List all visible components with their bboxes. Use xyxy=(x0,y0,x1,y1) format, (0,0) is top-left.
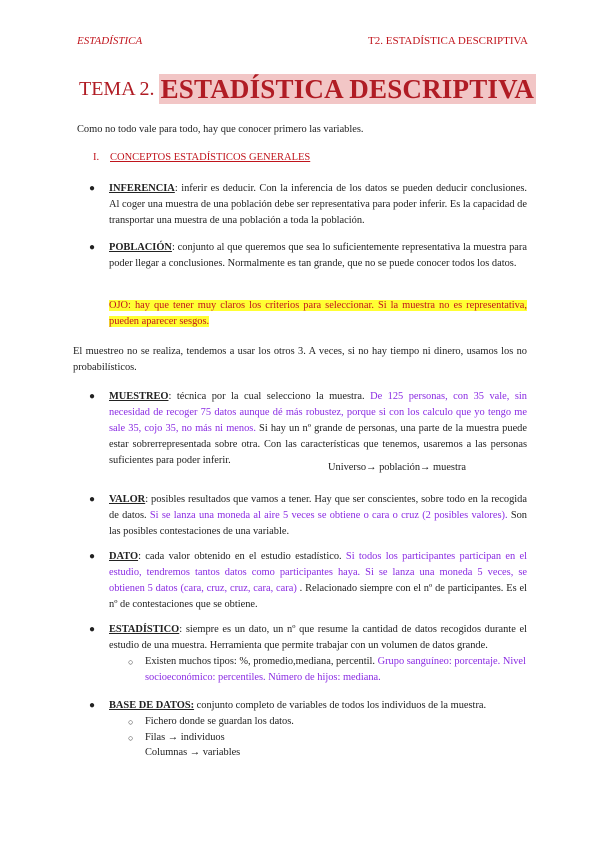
term-muestreo: MUESTREO xyxy=(109,391,169,402)
item-estadistico xyxy=(109,622,527,654)
muestreo-intro: El muestreo no se realiza, tendemos a usar los otros 3. A veces, si no hay tiempo ni dinero, usamos los no probabilísticos. xyxy=(73,346,527,373)
note-poblacion xyxy=(109,298,527,330)
section-number: I. xyxy=(93,152,100,163)
page-title xyxy=(79,74,536,105)
example-valor: Si se lanza una moneda al aire 5 veces se obtiene o cara o cruz (2 posibles valores). xyxy=(149,510,508,521)
sub-base-3: Columnas → variables xyxy=(145,747,241,758)
section-heading xyxy=(93,152,310,163)
bullet-icon: ● xyxy=(89,494,96,505)
header-subject: ESTADÍSTICA xyxy=(77,35,143,47)
example-dato: Si todos los participantes participan en el estudio, tendremos tantos datos como participantes haya. Si se lanza una moneda 5 veces, se obtienen 5 datos (cara, cruz, cruz, cara, cara) xyxy=(109,551,527,594)
title-prefix: TEMA 2. xyxy=(79,78,155,100)
sub-base-2: Filas → individuos xyxy=(145,732,225,743)
bullet-icon: ● xyxy=(89,551,96,562)
item-inferencia xyxy=(109,181,527,229)
sub-estadistico-text: Existen muchos tipos: %, promedio,mediana, percentil. xyxy=(145,656,378,667)
text-poblacion: : conjunto al que queremos que sea lo suficientemente representativa la muestra para poder llegar a conclusiones. Normalmente es tan grande, que no se puede conocer todos los datos. xyxy=(109,242,527,269)
title-main: ESTADÍSTICA DESCRIPTIVA xyxy=(160,74,535,104)
term-inferencia: INFERENCIA xyxy=(109,183,175,194)
bullet-icon: ● xyxy=(89,391,96,402)
term-estadistico: ESTADÍSTICO xyxy=(109,624,180,635)
item-valor xyxy=(109,492,527,540)
bullet-icon: ● xyxy=(89,624,96,635)
text-dato-1: : cada valor obtenido en el estudio estadístico. xyxy=(138,551,346,562)
sub-bullet-icon: ○ xyxy=(128,733,134,743)
text-dato-2: . Relacionado siempre con el nº de participantes. Es el nº de contestaciones que se obtiene. xyxy=(109,583,527,610)
text-muestreo-2: Si hay un nº grande de personas, una parte de la muestra puede estar sobrerrepresentada sobre otra. Con las características que tenemos, usaremos a las personas suficientes para poder inferir. xyxy=(109,423,527,466)
item-poblacion xyxy=(109,240,527,272)
sub-base-1: Fichero donde se guardan los datos. xyxy=(145,716,294,727)
text-valor-1: : posibles resultados que vamos a tener. Hay que ser conscientes, sobre todo en la recogida de datos. xyxy=(109,494,527,521)
example-muestreo: De 125 personas, con 35 vale, sin necesidad de recoger 75 datos aunque dé más robustez, porque si con los calculo que yo tengo me sale 35, cojo 35, no más ni menos. xyxy=(109,391,527,434)
sub-bullet-icon: ○ xyxy=(128,717,134,727)
flow-universo: Universo→ población→ muestra xyxy=(328,462,466,473)
text-valor-2: Son las posibles contestaciones de una variable. xyxy=(109,510,527,537)
sub-estadistico-example: Grupo sanguíneo: porcentaje. Nivel socioeconómico: percentiles. Número de hijos: mediana. xyxy=(145,656,526,683)
header-topic: T2. ESTADÍSTICA DESCRIPTIVA xyxy=(368,35,528,47)
bullet-icon: ● xyxy=(89,183,96,194)
text-estadistico: : siempre es un dato, un nº que resume la cantidad de datos recogidos durante el estudio de una muestra. Herramienta que permite trabajar con un volumen de datos grande. xyxy=(109,624,527,651)
sub-bullet-icon: ○ xyxy=(128,657,134,667)
item-base-datos xyxy=(109,698,527,714)
intro-paragraph: Como no todo vale para todo, hay que conocer primero las variables. xyxy=(77,124,364,135)
item-muestreo xyxy=(109,389,527,469)
term-valor: VALOR xyxy=(109,494,146,505)
section-title: CONCEPTOS ESTADÍSTICOS GENERALES xyxy=(110,152,311,163)
text-muestreo-1: : técnica por la cual selecciono la muestra. xyxy=(168,391,371,402)
term-poblacion: POBLACIÓN xyxy=(109,242,172,253)
term-base-datos: BASE DE DATOS: xyxy=(109,700,195,711)
term-dato: DATO xyxy=(109,551,139,562)
text-inferencia: : inferir es deducir. Con la inferencia de los datos se pueden deducir conclusiones. Al coger una muestra de una población debe ser representativa para poder inferir. Es la capacidad de transportar una muestra de una población a toda la población. xyxy=(109,183,527,226)
text-base-datos: conjunto completo de variables de todos los individuos de la muestra. xyxy=(194,700,487,711)
highlight-note: OJO: hay que tener muy claros los criterios para seleccionar. Si la muestra no es representativa, pueden aparecer sesgos. xyxy=(109,300,527,327)
bullet-icon: ● xyxy=(89,700,96,711)
item-dato xyxy=(109,549,527,613)
bullet-icon: ● xyxy=(89,242,96,253)
sub-estadistico xyxy=(145,654,530,686)
